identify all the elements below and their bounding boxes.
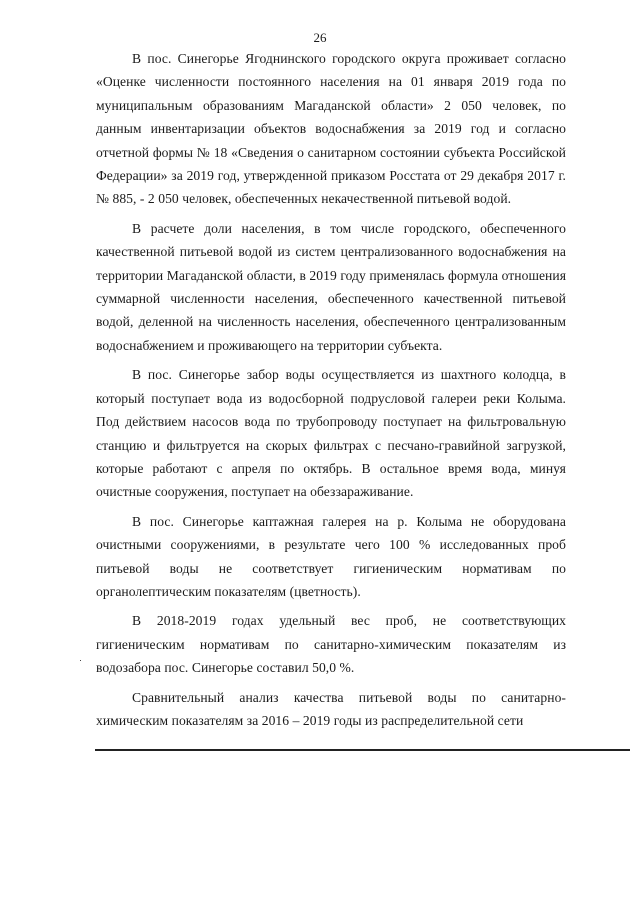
scan-speck	[80, 660, 81, 661]
paragraph-treatment-facilities: В пос. Синегорье каптажная галерея на р. Колыма не оборудована очистными сооружениями, в результате чего 100 % исследованных проб питьевой воды не соответствует гигиеническим нормативам по органолептическим показателям (цветность).	[96, 513, 566, 599]
document-body	[96, 47, 566, 738]
paragraph-calculation-method: В расчете доли населения, в том числе городского, обеспеченного качественной питьевой водой из систем централизованного водоснабжения на территории Магаданской области, в 2019 году применялась формула отношения суммарной численности населения, обеспеченного качественной питьевой водой, деленной на численность населения, обеспеченного централизованным водоснабжением и проживающего на территории субъекта.	[96, 220, 566, 353]
paragraph-population: В пос. Синегорье Ягоднинского городского округа проживает согласно «Оценке численности постоянного населения на 01 января 2019 года по муниципальным образованиям Магаданской области» 2 050 человек, по данным инвентаризации объектов водоснабжения за 2019 год и согласно отчетной формы № 18 «Сведения о санитарном состоянии субъекта Российской Федерации» за 2019 год, утвержденной приказом Росстата от 29 декабря 2017 г. № 885, - 2 050 человек, обеспеченных некачественной питьевой водой.	[96, 51, 566, 207]
page-number: 26	[313, 30, 327, 45]
paragraph-comparative-analysis: Сравнительный анализ качества питьевой воды по санитарно-химическим показателям за 2016 – 2019 годы из распределительной сети	[96, 689, 566, 728]
page-bottom-rule	[95, 749, 630, 751]
paragraph-water-intake: В пос. Синегорье забор воды осуществляется из шахтного колодца, в который поступает вода из водосборной подрусловой галереи реки Колыма. Под действием насосов вода по трубопроводу поступает на фильтровальную станцию и фильтруется на скорых фильтрах с песчано-гравийной загрузкой, которые работают с апреля по октябрь. В остальное время вода, минуя очистные сооружения, поступает на обеззараживание.	[96, 367, 566, 500]
paragraph-sample-share: В 2018-2019 годах удельный вес проб, не соответствующих гигиеническим нормативам по санитарно-химическим показателям из водозабора пос. Синегорье составил 50,0 %.	[96, 613, 566, 676]
